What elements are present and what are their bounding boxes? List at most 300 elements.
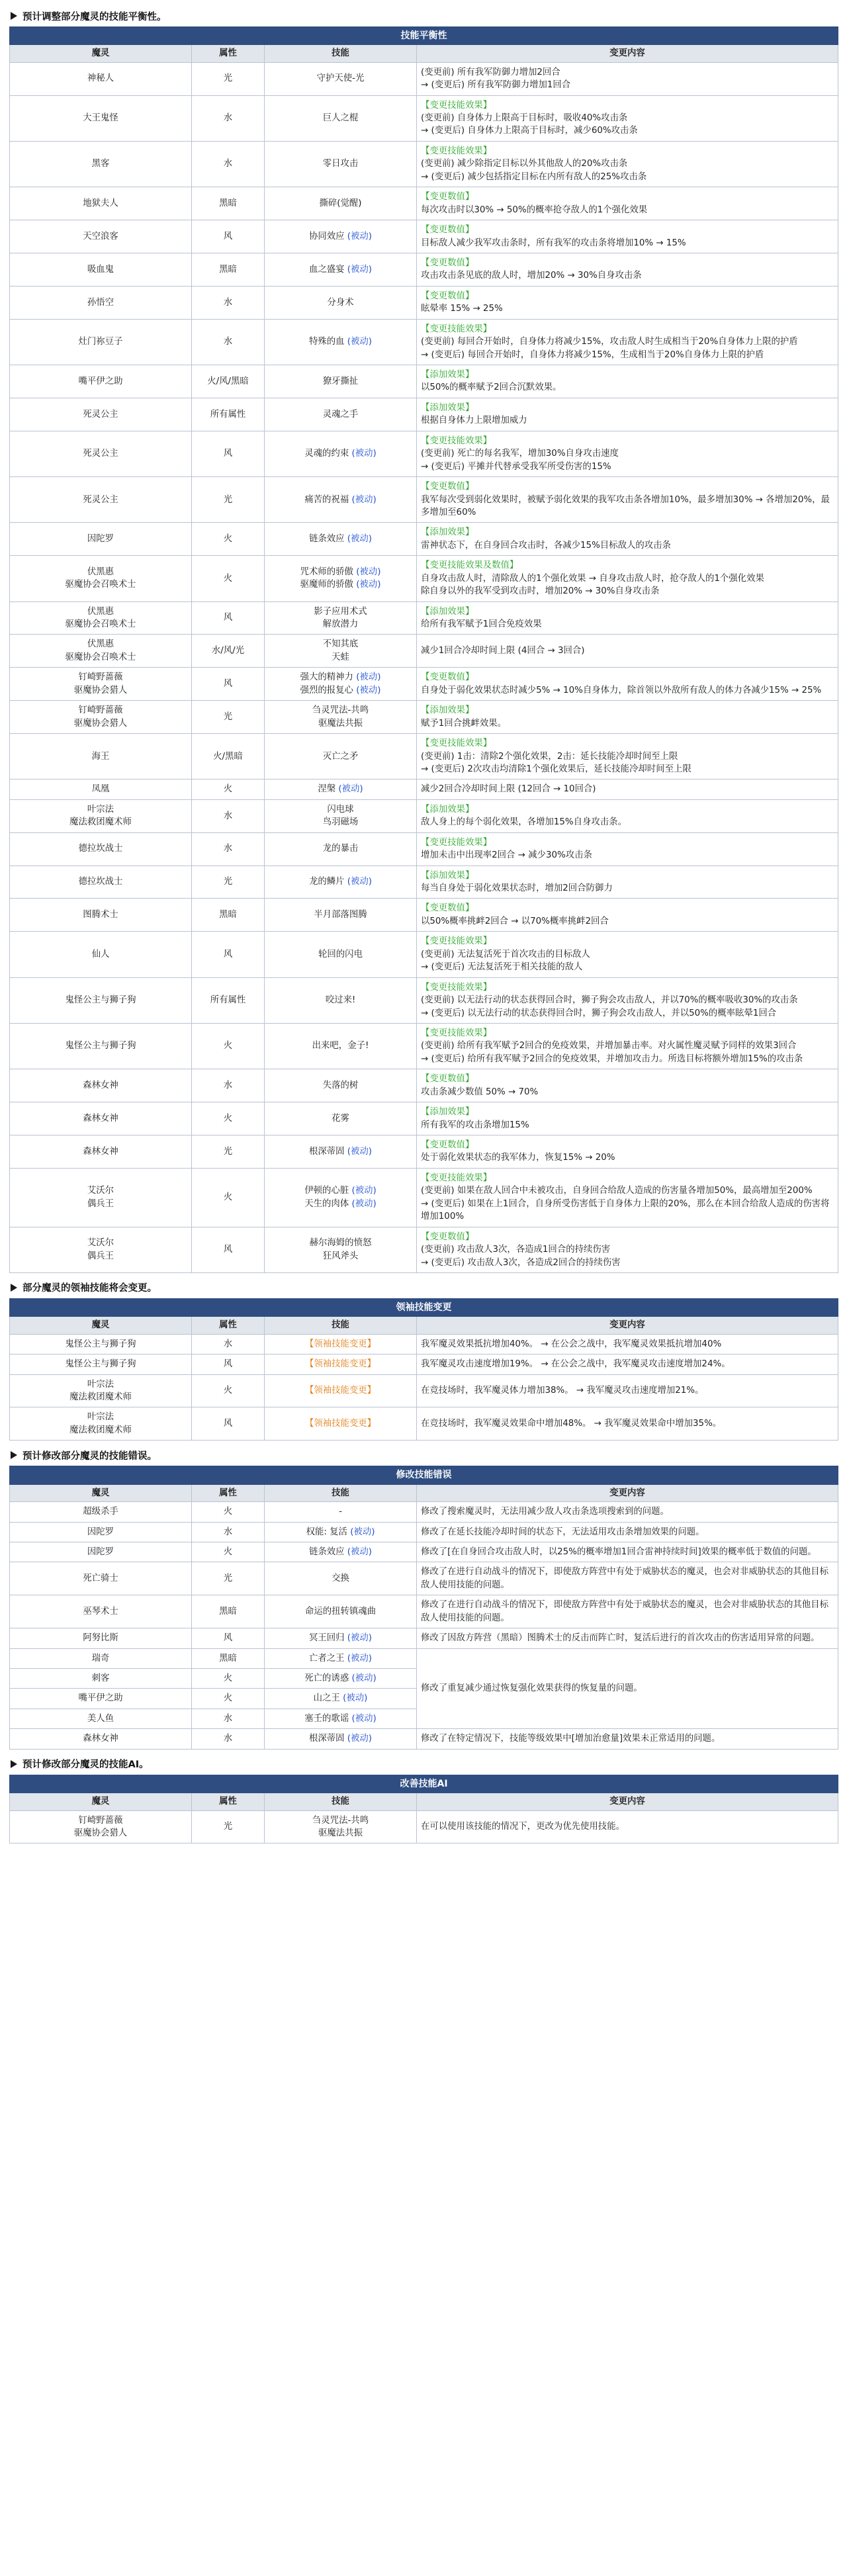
change-content-cell [417,1102,838,1135]
change-type-tag: 【变更技能效果】 [421,738,492,749]
change-line: 雷神状态下，在自身回合攻击时，各减少15%目标敌人的攻击条 [421,540,671,551]
attribute-cell: 水 [192,141,265,187]
column-header: 魔灵 [10,45,192,62]
skill-cell [265,832,417,866]
monster-name: 刺客 [91,1673,110,1684]
skill-cell [265,141,417,187]
change-line: 以50%的概率赋予2回合沉默效果。 [421,382,562,393]
monster-name-cell [10,1522,192,1542]
monster-name: 钉崎野蔷薇 [78,1815,123,1826]
attribute-cell: 火/风/黑暗 [192,365,265,398]
change-line: 在竞技场时，我军魔灵体力增加38%。 → 我军魔灵攻击速度增加21%。 [421,1386,704,1396]
skill-cell [265,899,417,932]
change-content-cell [417,141,838,187]
skill-line [269,803,412,816]
skill-name: 【领袖技能变更】 [304,1339,377,1349]
skill-line [269,1040,412,1052]
skill-line [269,1384,412,1397]
monster-name: 艾沃尔 [87,1238,114,1249]
change-line: 自身处于弱化效果状态时减少5% → 10%自身体力，除首领以外敌所有敌人的体力各减少15% → 25% [421,685,822,695]
change-type-tag: 【变更技能效果】 [421,435,492,446]
monster-name: 魔法救团魔术师 [69,817,132,828]
monster-name-cell [10,523,192,556]
column-header: 技能 [265,1793,417,1810]
skill-name: 咬过来! [325,995,356,1006]
change-line: 修改了因敌方阵营（黑暗）图腾术士的反击而阵亡时，复活后进行的首次攻击的伤害适用异常的问题。 [421,1633,820,1644]
skill-cell [265,556,417,601]
change-type-tag: 【变更数值】 [421,192,474,202]
change-line: 增加未击中出现率2回合 → 减少30%攻击条 [421,850,592,861]
passive-label: (被动) [356,672,381,683]
change-content-cell [417,779,838,799]
skill-line [269,1526,412,1538]
skill-cell [265,1374,417,1407]
skill-line [269,1827,412,1840]
monster-name-cell [10,1374,192,1407]
change-line: 给所有我军赋予1回合免疫效果 [421,619,542,630]
monster-name-cell [10,1542,192,1562]
table-row [10,220,838,253]
monster-name: 凤凰 [91,784,110,795]
attribute-cell: 火 [192,1023,265,1069]
skill-name: 出来吧，金子! [312,1041,369,1051]
change-table [9,26,838,1273]
monster-name-cell [10,62,192,95]
skill-name: 塞壬的歌谣 [304,1713,349,1724]
attribute-cell: 所有属性 [192,977,265,1023]
skill-name: 协同效应 [308,231,345,242]
change-content-cell [417,62,838,95]
skill-name: 守护天使-光 [316,73,365,84]
change-content-cell [417,220,838,253]
monster-name: 死灵公主 [83,409,118,420]
table-row [10,932,838,977]
skill-name: 影子应用术式 [314,606,367,617]
skill-name: 驱魔法共振 [318,718,363,729]
skill-line [269,684,412,697]
skill-cell [265,932,417,977]
skill-name: 解放潜力 [322,619,359,630]
monster-name: 地狱夫人 [83,198,118,208]
skill-cell [265,1648,417,1668]
monster-name-cell [10,1227,192,1272]
table-row [10,1562,838,1595]
table-header-row [10,1793,838,1810]
skill-line [269,816,412,828]
table-row [10,1542,838,1562]
monster-name: 嘴平伊之助 [78,376,123,386]
monster-name: 因陀罗 [87,534,114,545]
table-row [10,1355,838,1374]
change-line: → (变更后) 给所有我军赋予2回合的免疫效果，并增加攻击力。所选目标将额外增加15%的攻击条 [421,1053,803,1064]
table-row [10,799,838,832]
column-header: 属性 [192,45,265,62]
change-content-cell [417,1135,838,1169]
monster-name: 鬼怪公主与狮子狗 [65,1359,136,1370]
monster-name: 图腾术士 [83,910,118,920]
monster-name-cell [10,1595,192,1628]
monster-name: 德拉坎战士 [78,844,123,854]
change-content-cell: 修改了重复减少通过恢复强化效果获得的恢复量的问题。 [417,1648,838,1729]
skill-name: 伊顿的心脏 [304,1186,349,1196]
attribute-cell: 风 [192,601,265,635]
table-row [10,523,838,556]
change-content-cell [417,1542,838,1562]
skill-cell [265,1023,417,1069]
change-line: → (变更后) 攻击敌人3次，各造成2回合的持续伤害 [421,1257,621,1268]
change-type-tag: 【变更数值】 [421,257,474,268]
skill-cell [265,1168,417,1227]
column-header: 变更内容 [417,1793,838,1810]
attribute-cell: 黑暗 [192,1595,265,1628]
skill-cell [265,253,417,286]
change-content-cell [417,253,838,286]
attribute-cell: 火 [192,1669,265,1689]
monster-name-cell [10,1023,192,1069]
skill-line [269,578,412,591]
skill-cell [265,734,417,779]
monster-name: 美人鱼 [87,1713,114,1724]
monster-name-cell [10,1628,192,1648]
change-content-cell [417,1227,838,1272]
attribute-cell: 风 [192,1355,265,1374]
change-line: 我军魔灵效果抵抗增加40%。 → 在公会之战中，我军魔灵效果抵抗增加40% [421,1339,722,1349]
skill-name: 闪电球 [327,804,354,815]
skill-line [269,1417,412,1430]
passive-label: (被动) [347,231,373,242]
table-row [10,1407,838,1441]
skill-name: 灵魂的约束 [304,449,349,459]
monster-name: 仙人 [91,949,110,959]
attribute-cell: 风 [192,431,265,476]
monster-name: 孙悟空 [87,297,114,308]
monster-name-cell [10,832,192,866]
change-type-tag: 【变更技能效果】 [421,146,492,156]
skill-line [269,72,412,85]
skill-name: 冥王回归 [308,1633,345,1644]
monster-name-cell [10,1102,192,1135]
monster-name-cell [10,799,192,832]
skill-line [269,1692,412,1705]
skill-cell [265,1729,417,1749]
section-heading-text: 预计调整部分魔灵的技能平衡性。 [22,11,167,22]
skill-name: 交换 [332,1574,349,1584]
skill-cell [265,701,417,734]
triangle-bullet-icon [11,1451,17,1459]
change-line: (变更前) 如果在敌人回合中未被攻击，自身回合给敌人造成的伤害量各增加50%，最高增加至200% [421,1186,813,1196]
skill-cell [265,220,417,253]
monster-name-cell [10,866,192,899]
table-row [10,779,838,799]
skill-line [269,605,412,618]
attribute-cell: 黑暗 [192,1648,265,1668]
change-content-cell [417,1023,838,1069]
change-type-tag: 【变更数值】 [421,225,474,236]
skill-line [269,909,412,921]
monster-name-cell [10,899,192,932]
monster-name: 叶宗法 [87,1412,114,1423]
column-header: 技能 [265,45,417,62]
skill-line [269,1572,412,1585]
change-line: → (变更后) 每回合开始时，自身体力将减少15%，生成相当于20%自身体力上限的护盾 [421,349,764,360]
change-line: 以50%概率挑衅2回合 → 以70%概率挑衅2回合 [421,916,609,926]
attribute-cell: 黑暗 [192,253,265,286]
column-header: 魔灵 [10,1484,192,1501]
change-line: → (变更后) 所有我军防御力增加1回合 [421,80,571,91]
attribute-cell: 水 [192,799,265,832]
change-line: 在竞技场时，我军魔灵效果命中增加48%。 → 我军魔灵效果命中增加35%。 [421,1419,722,1429]
skill-cell [265,1522,417,1542]
change-line: 攻击条减少数值 50% → 70% [421,1087,539,1097]
passive-label: (被动) [351,1673,377,1684]
attribute-cell: 水 [192,319,265,365]
table-row [10,1729,838,1749]
skill-line [269,447,412,460]
monster-name: 叶宗法 [87,804,114,815]
skill-line [269,750,412,763]
skill-line [269,717,412,730]
monster-name-cell [10,1069,192,1102]
table-row [10,1595,838,1628]
section-heading-text: 预计修改部分魔灵的技能错误。 [22,1450,157,1462]
change-table [9,1298,838,1441]
change-type-tag: 【添加效果】 [421,370,474,380]
skill-line [269,1079,412,1092]
skill-name: 血之盛宴 [308,264,345,275]
skill-line [269,197,412,210]
table-row [10,668,838,701]
change-line: → (变更后) 无法复活死于相关技能的敌人 [421,962,583,973]
monster-name-cell [10,1648,192,1668]
skill-name: 山之王 [313,1693,340,1704]
skill-cell [265,1227,417,1272]
monster-name-cell [10,365,192,398]
change-line: 赋予1回合挑衅效果。 [421,718,507,729]
change-line: 每当自身处于弱化效果状态时，增加2回合防御力 [421,883,613,894]
skill-line [269,296,412,309]
table-title: 改善技能AI [10,1775,838,1793]
change-table [9,1466,838,1749]
change-content-cell [417,1407,838,1441]
monster-name: 死亡骑士 [83,1574,118,1584]
monster-name-cell [10,187,192,220]
table-row [10,1628,838,1648]
skill-line [269,948,412,961]
attribute-cell: 光 [192,866,265,899]
table-row [10,62,838,95]
passive-label: (被动) [356,567,381,578]
monster-name: 嘴平伊之助 [78,1693,123,1704]
skill-name: 失落的树 [322,1081,359,1091]
change-content-cell [417,477,838,523]
skill-name: 天蛙 [332,652,349,662]
skill-cell [265,1355,417,1374]
attribute-cell: 光 [192,701,265,734]
skill-name: 龙的暴击 [322,844,359,854]
monster-name: 森林女神 [83,1113,118,1124]
skill-line [269,1338,412,1351]
change-type-tag: 【添加效果】 [421,870,474,881]
skill-line [269,875,412,888]
change-line: 攻击攻击条见底的敌人时，增加20% → 30%自身攻击条 [421,271,642,281]
change-type-tag: 【添加效果】 [421,1107,474,1118]
table-row [10,701,838,734]
change-type-tag: 【添加效果】 [421,804,474,815]
skill-name: 分身术 [327,297,354,308]
skill-name: 链条效应 [308,1546,345,1557]
skill-name: 根深蒂固 [308,1734,345,1744]
table-row [10,1102,838,1135]
change-content-cell [417,1355,838,1374]
passive-label: (被动) [347,1653,373,1664]
section-heading [11,1280,838,1296]
skill-line [269,1546,412,1558]
attribute-cell: 水 [192,1334,265,1354]
change-type-tag: 【变更数值】 [421,1074,474,1085]
change-content-cell [417,431,838,476]
skill-cell [265,187,417,220]
change-line: → (变更后) 减少包括指定目标在内所有敌人的25%攻击条 [421,171,647,182]
skill-name: 花雾 [332,1113,349,1124]
skill-line [269,783,412,795]
attribute-cell: 火 [192,1689,265,1709]
skill-cell [265,977,417,1023]
change-content-cell [417,1069,838,1102]
change-line: (变更前) 攻击敌人3次，各造成1回合的持续伤害 [421,1245,611,1255]
table-row [10,187,838,220]
skill-name: 轮回的闪电 [318,949,363,959]
monster-name: 钉崎野蔷薇 [78,705,123,716]
change-type-tag: 【添加效果】 [421,527,474,538]
skill-line [269,1712,412,1725]
column-header: 魔灵 [10,1793,192,1810]
attribute-cell: 火/黑暗 [192,734,265,779]
change-line: 除自身以外的我军受到攻击时，增加20% → 30%自身攻击条 [421,586,660,597]
change-content-cell [417,701,838,734]
skill-cell [265,601,417,635]
change-content-cell [417,319,838,365]
passive-label: (被动) [338,784,363,795]
change-line: (变更前) 自身体力上限高于目标时，吸收40%攻击条 [421,113,628,124]
passive-label: (被动) [356,580,381,590]
table-row [10,365,838,398]
monster-name: 死灵公主 [83,494,118,505]
skill-line [269,1112,412,1125]
passive-label: (被动) [351,1198,377,1209]
skill-name: 獠牙撕扯 [322,376,359,386]
attribute-cell: 所有属性 [192,398,265,431]
attribute-cell: 光 [192,1135,265,1169]
monster-name-cell [10,601,192,635]
monster-name: 海王 [91,751,110,762]
monster-name: 因陀罗 [87,1546,114,1557]
change-line: 修改了搜索魔灵时，无法用减少敌人攻击条选项搜索到的问题。 [421,1507,669,1517]
skill-name: 根深蒂固 [308,1146,345,1157]
table-row [10,1648,838,1668]
passive-label: (被动) [347,1633,373,1644]
skill-cell [265,1135,417,1169]
passive-label: (被动) [351,1713,377,1724]
attribute-cell: 风 [192,932,265,977]
change-content-cell [417,398,838,431]
attribute-cell: 黑暗 [192,187,265,220]
attribute-cell: 水/风/光 [192,635,265,668]
skill-cell [265,866,417,899]
skill-line [269,1652,412,1665]
skill-line [269,1184,412,1197]
change-content-cell [417,1628,838,1648]
monster-name: 鬼怪公主与狮子狗 [65,1041,136,1051]
change-content-cell [417,866,838,899]
change-type-tag: 【添加效果】 [421,402,474,413]
monster-name: 巫琴术士 [83,1606,118,1617]
monster-name-cell [10,556,192,601]
column-header: 变更内容 [417,45,838,62]
skill-name: 咒术师的骄傲 [300,567,353,578]
change-content-cell [417,1810,838,1843]
attribute-cell: 风 [192,1628,265,1648]
skill-line [269,638,412,650]
table-header-row [10,1317,838,1334]
column-header: 变更内容 [417,1317,838,1334]
change-type-tag: 【变更技能效果】 [421,837,492,848]
skill-name: 【领袖技能变更】 [304,1386,377,1396]
attribute-cell: 光 [192,1562,265,1595]
monster-name: 叶宗法 [87,1379,114,1390]
skill-line [269,1237,412,1249]
table-row [10,1810,838,1843]
column-header: 属性 [192,1793,265,1810]
monster-name-cell [10,668,192,701]
monster-name: 森林女神 [83,1081,118,1091]
monster-name: 驱魔协会猎人 [73,718,128,729]
skill-cell [265,1689,417,1709]
change-type-tag: 【变更数值】 [421,1140,474,1151]
change-type-tag: 【变更数值】 [421,482,474,492]
change-content-cell [417,1502,838,1522]
skill-cell [265,365,417,398]
monster-name: 德拉坎战士 [78,877,123,887]
attribute-cell: 风 [192,1407,265,1441]
table-row [10,431,838,476]
change-line: 修改了[在自身回合攻击敌人时，以25%的概率增加1回合雷神持续时间]效果的概率低于数值的问题。 [421,1546,817,1557]
skill-name: 涅槃 [318,784,336,795]
column-header: 技能 [265,1484,417,1501]
change-content-cell [417,635,838,668]
table-title: 技能平衡性 [10,27,838,45]
change-content-cell [417,1562,838,1595]
attribute-cell: 火 [192,556,265,601]
change-line: 处于弱化效果状态的我军体力，恢复15% → 20% [421,1153,615,1163]
section-heading [11,8,838,24]
skill-name: 驱魔师的骄傲 [300,580,353,590]
change-content-cell [417,365,838,398]
attribute-cell: 火 [192,1502,265,1522]
monster-name: 瑞奇 [91,1653,110,1664]
change-content-cell [417,286,838,319]
skill-cell [265,799,417,832]
change-line: (变更前) 每回合开始时，自身体力将减少15%，攻击敌人时生成相当于20%自身体力上限的护盾 [421,337,798,347]
skill-line [269,230,412,243]
monster-name: 森林女神 [83,1734,118,1744]
table-row [10,1023,838,1069]
change-type-tag: 【变更技能效果及数值】 [421,560,519,571]
monster-name: 伏黑惠 [87,606,114,617]
skill-cell [265,635,417,668]
change-line: (变更前) 死亡的每名我军，增加30%自身攻击速度 [421,449,619,459]
skill-name: - [339,1507,342,1517]
triangle-bullet-icon [11,12,17,20]
